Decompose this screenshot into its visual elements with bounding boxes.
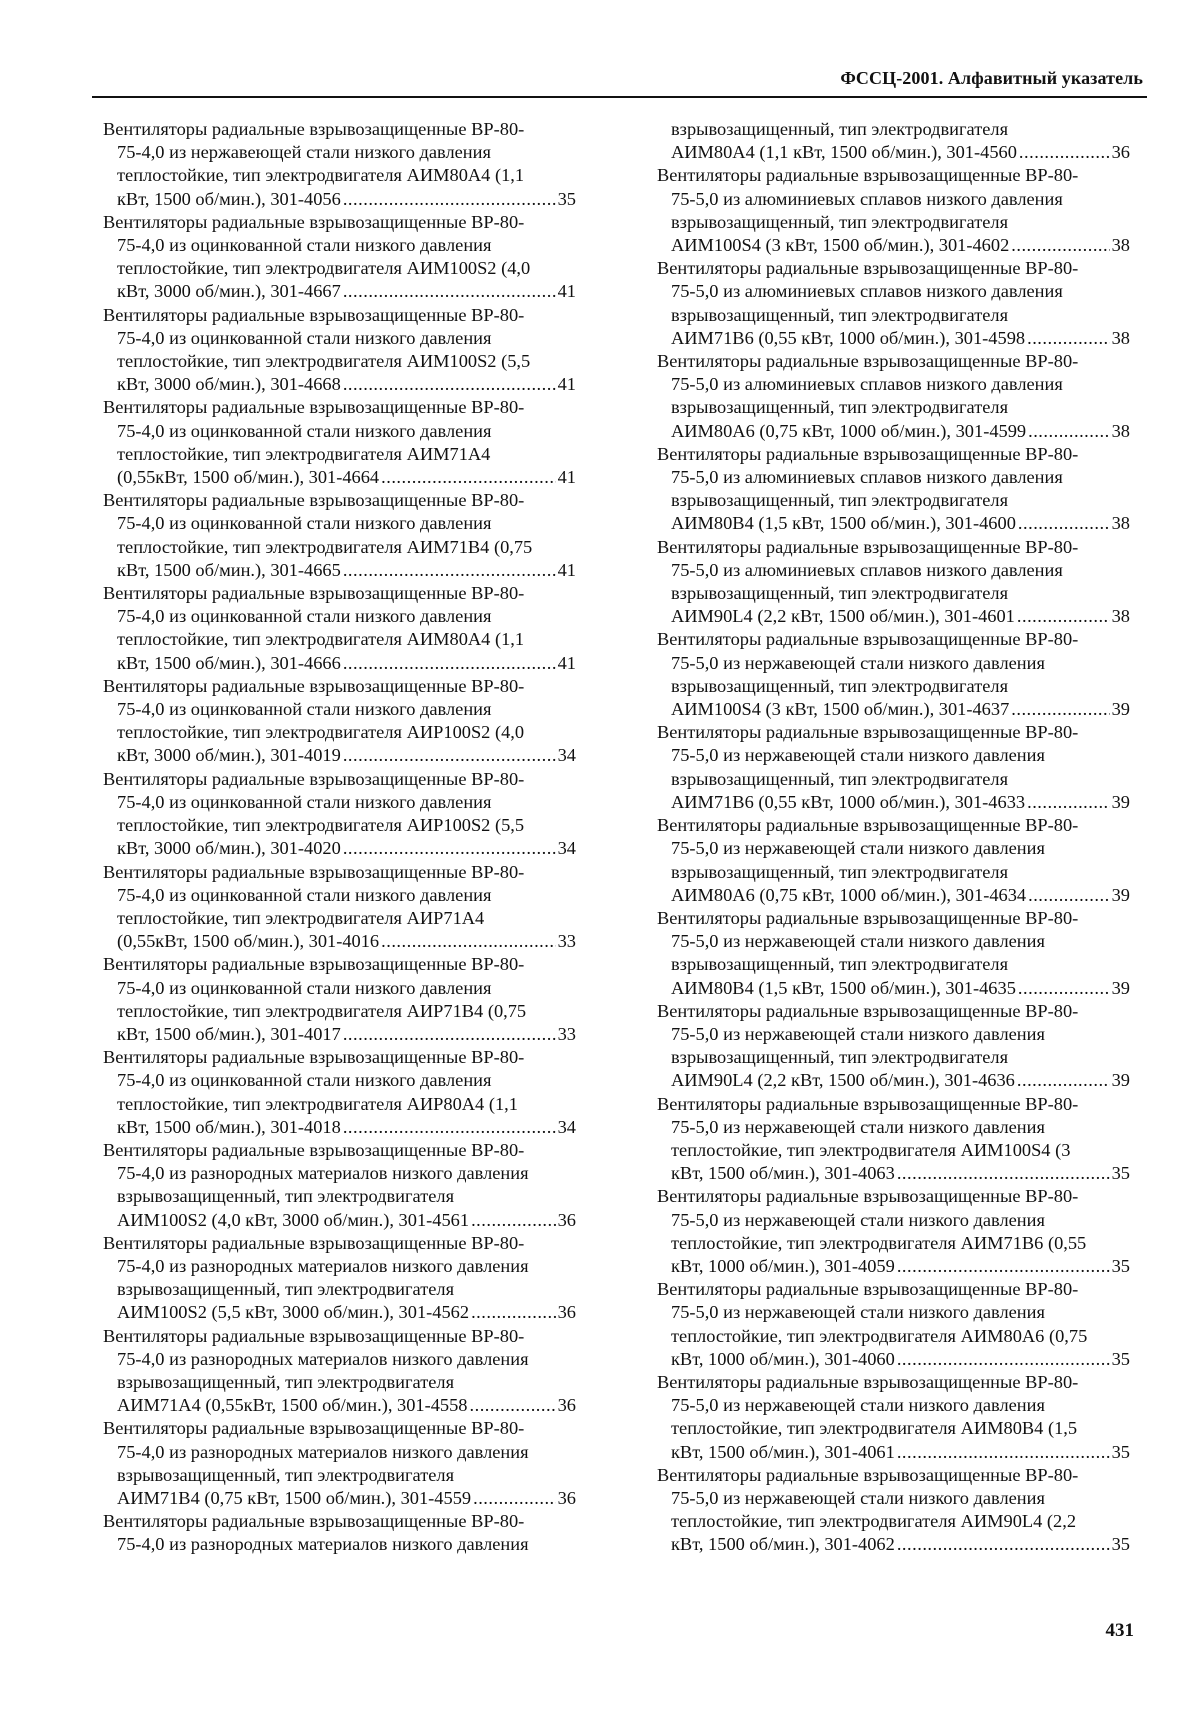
index-entry — [657, 536, 1130, 629]
dot-leader — [1011, 234, 1109, 257]
dot-leader — [343, 188, 556, 211]
entry-continuation-line: взрывозащищенный, тип электродвигателя — [671, 304, 1009, 325]
dot-leader — [1011, 698, 1109, 721]
entry-heading-line: Вентиляторы радиальные взрывозащищенные ВР-80- — [103, 211, 525, 232]
entry-heading-line: Вентиляторы радиальные взрывозащищенные ВР-80- — [103, 861, 525, 882]
index-entry — [103, 861, 576, 954]
entry-code: кВт, 1000 об/мин.), 301-4060 — [671, 1348, 895, 1369]
entry-last-line — [103, 466, 576, 489]
entry-code: АИМ100S4 (3 кВт, 1500 об/мин.), 301-4602 — [671, 235, 1010, 256]
entry-last-line — [657, 698, 1130, 721]
index-entry — [103, 118, 576, 211]
entry-last-line — [657, 512, 1130, 535]
dot-leader — [897, 1533, 1110, 1556]
entry-page-ref: 38 — [1111, 513, 1130, 534]
entry-last-line — [657, 234, 1130, 257]
running-header — [92, 60, 1147, 98]
entry-code: АИМ100S2 (5,5 кВт, 3000 об/мин.), 301-4562 — [117, 1302, 470, 1323]
index-entry — [657, 814, 1130, 907]
index-entry — [103, 1325, 576, 1418]
entry-last-line — [657, 327, 1130, 350]
entry-heading-line: Вентиляторы радиальные взрывозащищенные ВР-80- — [657, 1464, 1079, 1485]
entry-continuation-line: теплостойкие, тип электродвигателя АИМ71В6 (0,55 — [671, 1232, 1087, 1253]
entry-continuation-line: 75-5,0 из нержавеющей стали низкого давления — [671, 1302, 1045, 1323]
entry-last-line — [657, 1162, 1130, 1185]
entry-page-ref: 35 — [1111, 1348, 1130, 1369]
entry-continuation-line: 75-4,0 из разнородных материалов низкого давления — [117, 1441, 529, 1462]
entry-continuation-line: взрывозащищенный, тип электродвигателя — [671, 1047, 1009, 1068]
index-entry — [103, 1510, 576, 1556]
entry-continuation-line: 75-5,0 из нержавеющей стали низкого давления — [671, 1023, 1045, 1044]
index-entry — [657, 1278, 1130, 1371]
entry-last-line — [103, 744, 576, 767]
entry-page-ref: 41 — [557, 281, 576, 302]
dot-leader — [381, 466, 555, 489]
entry-code: АИМ80А6 (0,75 кВт, 1000 об/мин.), 301-4634 — [671, 884, 1027, 905]
entry-page-ref: 36 — [557, 1209, 576, 1230]
entry-code: АИМ100S2 (4,0 кВт, 3000 об/мин.), 301-4561 — [117, 1209, 470, 1230]
entry-heading-line: Вентиляторы радиальные взрывозащищенные ВР-80- — [657, 258, 1079, 279]
entry-last-line — [657, 1069, 1130, 1092]
index-entry — [657, 443, 1130, 536]
entry-code: кВт, 3000 об/мин.), 301-4019 — [117, 745, 341, 766]
entry-last-line — [657, 605, 1130, 628]
entry-page-ref: 38 — [1111, 327, 1130, 348]
entry-continuation-line: 75-5,0 из нержавеющей стали низкого давления — [671, 931, 1045, 952]
entry-continuation-line: взрывозащищенный, тип электродвигателя — [671, 583, 1009, 604]
entry-page-ref: 33 — [557, 1023, 576, 1044]
page-number: 431 — [1105, 1620, 1134, 1641]
dot-leader — [1028, 420, 1110, 443]
entry-heading-line: Вентиляторы радиальные взрывозащищенные ВР-80- — [657, 443, 1079, 464]
entry-code: АИМ80А4 (1,1 кВт, 1500 об/мин.), 301-4560 — [671, 142, 1017, 163]
entry-continuation-line: 75-4,0 из оцинкованной стали низкого давления — [117, 235, 492, 256]
entry-last-line — [103, 837, 576, 860]
entry-code: АИМ100S4 (3 кВт, 1500 об/мин.), 301-4637 — [671, 699, 1010, 720]
entry-code: (0,55кВт, 1500 об/мин.), 301-4664 — [117, 467, 380, 488]
entry-last-line — [103, 188, 576, 211]
entry-continuation-line: 75-5,0 из нержавеющей стали низкого давления — [671, 1116, 1045, 1137]
entry-continuation-line: теплостойкие, тип электродвигателя АИМ100S2 (5,5 — [117, 351, 531, 372]
entry-continuation-line: теплостойкие, тип электродвигателя АИР80А4 (1,1 — [117, 1093, 518, 1114]
entry-continuation-line: теплостойкие, тип электродвигателя АИМ80А4 (1,1 — [117, 629, 525, 650]
dot-leader — [1017, 605, 1110, 628]
entry-continuation-line: 75-4,0 из разнородных материалов низкого давления — [117, 1255, 529, 1276]
entry-last-line — [657, 141, 1130, 164]
entry-heading-line: Вентиляторы радиальные взрывозащищенные ВР-80- — [657, 1000, 1079, 1021]
entry-code: кВт, 1500 об/мин.), 301-4056 — [117, 188, 341, 209]
entry-continuation-line: теплостойкие, тип электродвигателя АИМ90L4 (2,2 — [671, 1511, 1077, 1532]
index-entry — [657, 164, 1130, 257]
entry-continuation-line: теплостойкие, тип электродвигателя АИР100S2 (4,0 — [117, 722, 525, 743]
entry-last-line — [103, 1394, 576, 1417]
index-entry — [103, 211, 576, 304]
entry-heading-line: Вентиляторы радиальные взрывозащищенные ВР-80- — [657, 722, 1079, 743]
dot-leader — [897, 1255, 1110, 1278]
entry-page-ref: 38 — [1111, 235, 1130, 256]
entry-page-ref: 41 — [557, 374, 576, 395]
header-title: ФССЦ-2001. Алфавитный указатель — [840, 68, 1143, 88]
entry-continuation-line: 75-5,0 из алюминиевых сплавов низкого давления — [671, 188, 1063, 209]
entry-page-ref: 39 — [1111, 884, 1130, 905]
index-entry — [657, 721, 1130, 814]
entry-code: АИМ71В6 (0,55 кВт, 1000 об/мин.), 301-4633 — [671, 791, 1026, 812]
entry-page-ref: 35 — [557, 188, 576, 209]
index-entry — [657, 1000, 1130, 1093]
entry-code: кВт, 1500 об/мин.), 301-4063 — [671, 1163, 895, 1184]
index-entry — [103, 489, 576, 582]
entry-last-line — [103, 1301, 576, 1324]
entry-continuation-line: теплостойкие, тип электродвигателя АИМ80В4 (1,5 — [671, 1418, 1078, 1439]
entry-last-line — [103, 1487, 576, 1510]
entry-continuation-line: 75-5,0 из нержавеющей стали низкого давления — [671, 745, 1045, 766]
entry-code: кВт, 1500 об/мин.), 301-4017 — [117, 1023, 341, 1044]
entry-continuation-line: 75-4,0 из оцинкованной стали низкого давления — [117, 420, 492, 441]
entry-heading-line: Вентиляторы радиальные взрывозащищенные ВР-80- — [657, 907, 1079, 928]
entry-heading-line: Вентиляторы радиальные взрывозащищенные ВР-80- — [657, 165, 1079, 186]
index-entry — [103, 582, 576, 675]
entry-heading-line: Вентиляторы радиальные взрывозащищенные ВР-80- — [103, 583, 525, 604]
entry-code: кВт, 1000 об/мин.), 301-4059 — [671, 1255, 895, 1276]
entry-page-ref: 36 — [557, 1395, 576, 1416]
entry-code: АИМ80В4 (1,5 кВт, 1500 об/мин.), 301-4635 — [671, 977, 1016, 998]
entry-continuation-line: теплостойкие, тип электродвигателя АИМ80А6 (0,75 — [671, 1325, 1088, 1346]
dot-leader — [1018, 512, 1110, 535]
index-entry — [103, 768, 576, 861]
dot-leader — [473, 1487, 556, 1510]
entry-page-ref: 36 — [557, 1487, 576, 1508]
entry-page-ref: 34 — [557, 1116, 576, 1137]
entry-heading-line: Вентиляторы радиальные взрывозащищенные ВР-80- — [103, 490, 525, 511]
entry-continuation-line: 75-4,0 из оцинкованной стали низкого давления — [117, 977, 492, 998]
entry-page-ref: 38 — [1111, 606, 1130, 627]
entry-continuation-line: теплостойкие, тип электродвигателя АИМ71В4 (0,75 — [117, 536, 533, 557]
entry-continuation-line: 75-4,0 из оцинкованной стали низкого давления — [117, 1070, 492, 1091]
entry-continuation-line: теплостойкие, тип электродвигателя АИР71В4 (0,75 — [117, 1000, 527, 1021]
dot-leader — [1027, 791, 1110, 814]
entry-page-ref: 41 — [557, 467, 576, 488]
entry-heading-line: Вентиляторы радиальные взрывозащищенные ВР-80- — [103, 1047, 525, 1068]
entry-code: АИМ90L4 (2,2 кВт, 1500 об/мин.), 301-4636 — [671, 1070, 1015, 1091]
dot-leader — [897, 1162, 1110, 1185]
entry-code: кВт, 1500 об/мин.), 301-4061 — [671, 1441, 895, 1462]
entry-last-line — [103, 1209, 576, 1232]
entry-code: АИМ90L4 (2,2 кВт, 1500 об/мин.), 301-4601 — [671, 606, 1015, 627]
index-entry — [657, 1464, 1130, 1557]
entry-page-ref: 35 — [1111, 1163, 1130, 1184]
entry-page-ref: 41 — [557, 559, 576, 580]
entry-last-line — [657, 1441, 1130, 1464]
entry-continuation-line: 75-4,0 из оцинкованной стали низкого давления — [117, 791, 492, 812]
entry-heading-line: Вентиляторы радиальные взрывозащищенные ВР-80- — [103, 397, 525, 418]
entry-continuation-line: 75-5,0 из нержавеющей стали низкого давления — [671, 1487, 1045, 1508]
entry-page-ref: 36 — [1111, 142, 1130, 163]
entry-heading-line: Вентиляторы радиальные взрывозащищенные ВР-80- — [657, 351, 1079, 372]
dot-leader — [343, 837, 556, 860]
dot-leader — [381, 930, 555, 953]
entry-last-line — [103, 652, 576, 675]
entry-continuation-line: взрывозащищенный, тип электродвигателя — [671, 861, 1009, 882]
index-entry — [657, 1371, 1130, 1464]
entry-heading-line: Вентиляторы радиальные взрывозащищенные ВР-80- — [103, 119, 525, 139]
entry-heading-line: Вентиляторы радиальные взрывозащищенные ВР-80- — [657, 1093, 1079, 1114]
entry-continuation-line: 75-5,0 из нержавеющей стали низкого давления — [671, 838, 1045, 859]
entry-last-line — [657, 420, 1130, 443]
entry-continuation-line: 75-5,0 из алюминиевых сплавов низкого давления — [671, 374, 1063, 395]
entry-heading-line: Вентиляторы радиальные взрывозащищенные ВР-80- — [657, 629, 1079, 650]
dot-leader — [1028, 884, 1110, 907]
entry-page-ref: 39 — [1111, 1070, 1130, 1091]
entry-code: АИМ71В6 (0,55 кВт, 1000 об/мин.), 301-4598 — [671, 327, 1026, 348]
entry-continuation-line: взрывозащищенный, тип электродвигателя — [117, 1279, 455, 1300]
entry-heading-line: Вентиляторы радиальные взрывозащищенные ВР-80- — [103, 768, 525, 789]
entry-last-line — [103, 1023, 576, 1046]
index-entry — [103, 396, 576, 489]
entry-continuation-line: взрывозащищенный, тип электродвигателя — [671, 211, 1009, 232]
entry-continuation-line: взрывозащищенный, тип электродвигателя — [671, 119, 1009, 139]
dot-leader — [343, 559, 556, 582]
entry-heading-line: Вентиляторы радиальные взрывозащищенные ВР-80- — [103, 1139, 525, 1160]
entry-continuation-line: взрывозащищенный, тип электродвигателя — [117, 1186, 455, 1207]
entry-continuation-line: взрывозащищенный, тип электродвигателя — [671, 954, 1009, 975]
dot-leader — [897, 1441, 1110, 1464]
index-entry — [103, 675, 576, 768]
entry-page-ref: 39 — [1111, 977, 1130, 998]
entry-last-line — [657, 1255, 1130, 1278]
entry-heading-line: Вентиляторы радиальные взрывозащищенные ВР-80- — [103, 304, 525, 325]
index-entry — [657, 1185, 1130, 1278]
entry-continuation-line: 75-4,0 из разнородных материалов низкого давления — [117, 1163, 529, 1184]
entry-continuation-line: взрывозащищенный, тип электродвигателя — [671, 397, 1009, 418]
index-entry — [103, 304, 576, 397]
index-entry — [657, 118, 1130, 164]
entry-heading-line: Вентиляторы радиальные взрывозащищенные ВР-80- — [103, 1325, 525, 1346]
entry-code: АИМ80А6 (0,75 кВт, 1000 об/мин.), 301-4599 — [671, 420, 1027, 441]
entry-heading-line: Вентиляторы радиальные взрывозащищенные ВР-80- — [657, 536, 1079, 557]
dot-leader — [343, 1023, 556, 1046]
entry-page-ref: 35 — [1111, 1441, 1130, 1462]
dot-leader — [897, 1348, 1110, 1371]
entry-last-line — [103, 559, 576, 582]
entry-heading-line: Вентиляторы радиальные взрывозащищенные ВР-80- — [657, 1371, 1079, 1392]
entry-continuation-line: 75-5,0 из нержавеющей стали низкого давления — [671, 1209, 1045, 1230]
dot-leader — [471, 1301, 556, 1324]
entry-last-line — [657, 884, 1130, 907]
entry-code: кВт, 3000 об/мин.), 301-4667 — [117, 281, 341, 302]
entry-heading-line: Вентиляторы радиальные взрывозащищенные ВР-80- — [103, 1418, 525, 1439]
index-entry — [657, 257, 1130, 350]
index-entry — [103, 953, 576, 1046]
entry-continuation-line: взрывозащищенный, тип электродвигателя — [671, 490, 1009, 511]
entry-continuation-line: 75-4,0 из оцинкованной стали низкого давления — [117, 699, 492, 720]
entry-heading-line: Вентиляторы радиальные взрывозащищенные ВР-80- — [103, 954, 525, 975]
entry-heading-line: Вентиляторы радиальные взрывозащищенные ВР-80- — [103, 1232, 525, 1253]
entry-continuation-line: 75-4,0 из нержавеющей стали низкого давления — [117, 142, 491, 163]
entry-last-line — [657, 977, 1130, 1000]
entry-page-ref: 33 — [557, 931, 576, 952]
entry-continuation-line: теплостойкие, тип электродвигателя АИМ80А4 (1,1 — [117, 165, 525, 186]
entry-code: АИМ71А4 (0,55кВт, 1500 об/мин.), 301-4558 — [117, 1395, 468, 1416]
entry-continuation-line: теплостойкие, тип электродвигателя АИМ100S4 (3 — [671, 1139, 1071, 1160]
index-entry — [103, 1232, 576, 1325]
index-entry — [657, 1093, 1130, 1186]
dot-leader — [471, 1209, 556, 1232]
dot-leader — [1027, 327, 1110, 350]
entry-continuation-line: теплостойкие, тип электродвигателя АИМ71А4 — [117, 443, 491, 464]
entry-code: кВт, 1500 об/мин.), 301-4665 — [117, 559, 341, 580]
dot-leader — [1019, 141, 1110, 164]
entry-page-ref: 39 — [1111, 699, 1130, 720]
index-entry — [103, 1046, 576, 1139]
entry-code: (0,55кВт, 1500 об/мин.), 301-4016 — [117, 931, 380, 952]
entry-continuation-line: теплостойкие, тип электродвигателя АИР71А4 — [117, 907, 485, 928]
dot-leader — [343, 652, 556, 675]
entry-continuation-line: 75-4,0 из оцинкованной стали низкого давления — [117, 606, 492, 627]
entry-last-line — [103, 280, 576, 303]
index-entry — [657, 907, 1130, 1000]
dot-leader — [1018, 977, 1110, 1000]
entry-page-ref: 34 — [557, 838, 576, 859]
entry-heading-line: Вентиляторы радиальные взрывозащищенные ВР-80- — [657, 1279, 1079, 1300]
entry-code: кВт, 1500 об/мин.), 301-4666 — [117, 652, 341, 673]
entry-last-line — [103, 930, 576, 953]
entry-continuation-line: 75-5,0 из алюминиевых сплавов низкого давления — [671, 559, 1063, 580]
entry-code: АИМ71В4 (0,75 кВт, 1500 об/мин.), 301-4559 — [117, 1487, 472, 1508]
entry-code: кВт, 1500 об/мин.), 301-4018 — [117, 1116, 341, 1137]
entry-continuation-line: 75-4,0 из оцинкованной стали низкого давления — [117, 513, 492, 534]
entry-code: кВт, 3000 об/мин.), 301-4668 — [117, 374, 341, 395]
entry-page-ref: 38 — [1111, 420, 1130, 441]
entry-continuation-line: взрывозащищенный, тип электродвигателя — [117, 1464, 455, 1485]
entry-last-line — [103, 373, 576, 396]
dot-leader — [1017, 1069, 1110, 1092]
entry-page-ref: 41 — [557, 652, 576, 673]
entry-code: АИМ80В4 (1,5 кВт, 1500 об/мин.), 301-4600 — [671, 513, 1016, 534]
entry-last-line — [657, 1533, 1130, 1556]
index-column-right — [657, 118, 1130, 1557]
entry-code: кВт, 1500 об/мин.), 301-4062 — [671, 1534, 895, 1555]
entry-continuation-line: 75-5,0 из алюминиевых сплавов низкого давления — [671, 467, 1063, 488]
entry-continuation-line: взрывозащищенный, тип электродвигателя — [671, 768, 1009, 789]
entry-continuation-line: взрывозащищенный, тип электродвигателя — [117, 1371, 455, 1392]
entry-continuation-line: 75-5,0 из нержавеющей стали низкого давления — [671, 652, 1045, 673]
entry-heading-line: Вентиляторы радиальные взрывозащищенные ВР-80- — [657, 1186, 1079, 1207]
index-entry — [103, 1139, 576, 1232]
dot-leader — [470, 1394, 556, 1417]
entry-continuation-line: 75-5,0 из нержавеющей стали низкого давления — [671, 1395, 1045, 1416]
entry-page-ref: 35 — [1111, 1255, 1130, 1276]
index-entry — [103, 1417, 576, 1510]
entry-page-ref: 39 — [1111, 791, 1130, 812]
entry-continuation-line: 75-4,0 из разнородных материалов низкого давления — [117, 1534, 529, 1555]
dot-leader — [343, 1116, 556, 1139]
entry-continuation-line: 75-4,0 из оцинкованной стали низкого давления — [117, 884, 492, 905]
entry-continuation-line: 75-5,0 из алюминиевых сплавов низкого давления — [671, 281, 1063, 302]
entry-continuation-line: теплостойкие, тип электродвигателя АИР100S2 (5,5 — [117, 815, 525, 836]
entry-heading-line: Вентиляторы радиальные взрывозащищенные ВР-80- — [657, 815, 1079, 836]
dot-leader — [343, 280, 556, 303]
index-entry — [657, 350, 1130, 443]
entry-page-ref: 36 — [557, 1302, 576, 1323]
entry-code: кВт, 3000 об/мин.), 301-4020 — [117, 838, 341, 859]
entry-last-line — [103, 1116, 576, 1139]
entry-continuation-line: взрывозащищенный, тип электродвигателя — [671, 675, 1009, 696]
entry-continuation-line: 75-4,0 из оцинкованной стали низкого давления — [117, 327, 492, 348]
entry-last-line — [657, 791, 1130, 814]
entry-page-ref: 34 — [557, 745, 576, 766]
index-entry — [657, 628, 1130, 721]
dot-leader — [343, 744, 556, 767]
dot-leader — [343, 373, 556, 396]
index-column-left — [103, 118, 576, 1557]
entry-heading-line: Вентиляторы радиальные взрывозащищенные ВР-80- — [103, 1511, 525, 1532]
entry-page-ref: 35 — [1111, 1534, 1130, 1555]
entry-continuation-line: 75-4,0 из разнородных материалов низкого давления — [117, 1348, 529, 1369]
entry-continuation-line: теплостойкие, тип электродвигателя АИМ100S2 (4,0 — [117, 258, 531, 279]
entry-heading-line: Вентиляторы радиальные взрывозащищенные ВР-80- — [103, 675, 525, 696]
entry-last-line — [657, 1348, 1130, 1371]
